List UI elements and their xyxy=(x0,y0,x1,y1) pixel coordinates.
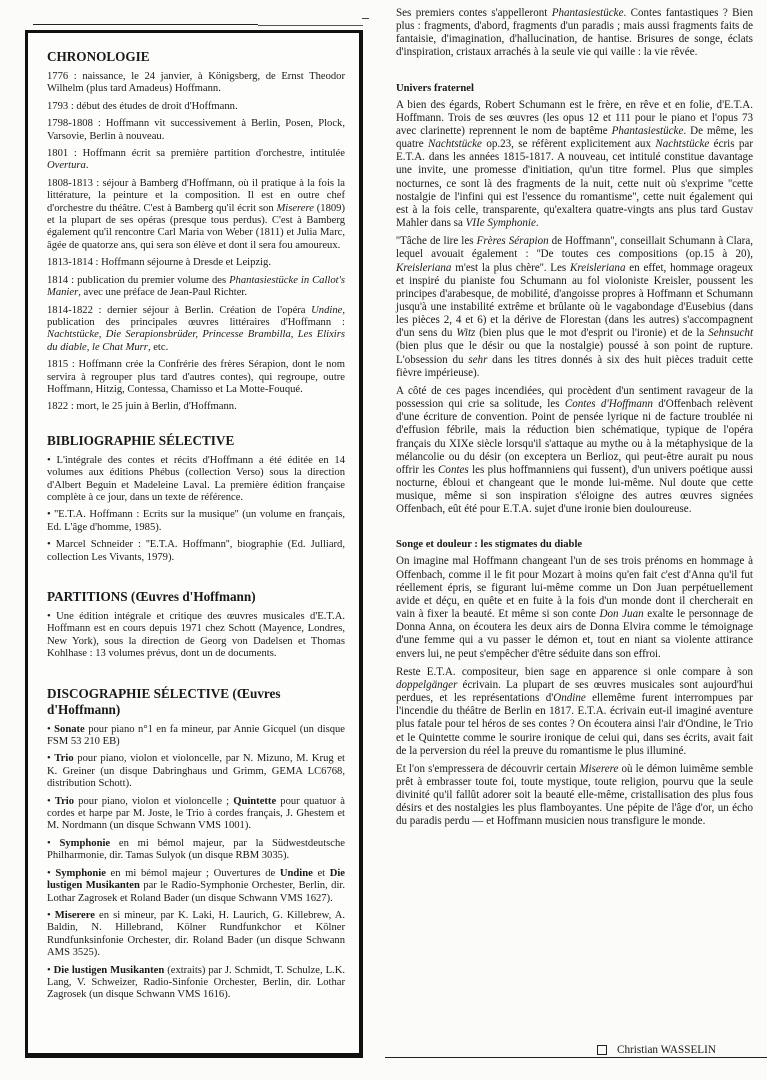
disco-entry: • Symphonie en mi bémol majeur, par la Südwestdeutsche Philharmonie, dir. Tamas Sulyok (un disque RBM 3035). xyxy=(47,837,345,862)
disco-entry: • Sonate pour piano n°1 en fa mineur, par Annie Gicquel (un disque FSM 53 210 EB) xyxy=(47,723,345,748)
paragraph: A côté de ces pages incendiées, qui procèdent d'un sentiment ravageur de la possession qui crie sa solitude, les Contes d'Hoffmann d'Offenbach relèvent d'une écriture de convention. Point de pensée lyrique ni de facture troublée ni d'effusion fébrile, mais la réduction bien schématique, typique de l'opéra français du XIXe siècle lorsqu'il s'attaque au mythe ou à la métaphysique de la mélancolie ou du désir (on exceptera un Berlioz, qui peut-être aurait pu nous offrir les Contes les plus hoffmanniens qui fussent), d'un univers poétique aussi nocturne, ébloui et changeant que le monde lui-même. Nul doute que cette musique, même si son inspiration s'éloigne des autres œuvres signées Offenbach, eût été pour E.T.A. sujet d'une ironie bien douloureuse. xyxy=(396,384,753,516)
author-name: Christian WASSELIN xyxy=(617,1044,716,1056)
signature xyxy=(597,1044,716,1056)
biblio-entry: • Marcel Schneider : ''E.T.A. Hoffmann'', biographie (Ed. Julliard, collection Les Vivants, 1979). xyxy=(47,539,345,563)
end-square-icon xyxy=(597,1045,607,1055)
partitions-entry: • Une édition intégrale et critique des œuvres musicales d'E.T.A. Hoffmann est en cours depuis 1971 chez Schott (Mayence, Londres, New York), sous la direction de Georg von Dadelsen et Thomas Kohlhase : 13 volumes prévus, dont un de documents. xyxy=(47,611,345,660)
chrono-entry: 1814-1822 : dernier séjour à Berlin. Création de l'opéra Undine, publication des principales œuvres littéraires d'Hoffmann : Nachtstücke, Die Serapionsbrüder, Princesse Brambilla, Les Elixirs du diable, le Chat Murr, etc. xyxy=(47,304,345,353)
intro-paragraph: Ses premiers contes s'appelleront Phantasiestücke. Contes fantastiques ? Bien plus : fragments, d'abord, fragments d'un paradis ; mais aussi fragments faits de fantaisie, d'imagination, d'hallucination, de hantise. Brisures de songe, éclats d'inspiration, cristaux arrachés à la seule vie qui vaille : la vie rêvée. xyxy=(396,7,753,59)
bottom-rule xyxy=(385,1057,767,1058)
biblio-entry: • ''E.T.A. Hoffmann : Ecrits sur la musique'' (un volume en français, Ed. L'âge d'homme, 1985). xyxy=(47,509,345,533)
chrono-entry: 1814 : publication du premier volume des Phantasiestücke in Callot's Manier, avec une préface de Jean-Paul Richter. xyxy=(47,274,345,299)
discographie-title: DISCOGRAPHIE SÉLECTIVE (Œuvres d'Hoffmann) xyxy=(47,685,281,717)
disco-entry: • Symphonie en mi bémol majeur ; Ouvertures de Undine et Die lustigen Musikanten par le Radio-Symphonie Orchester, Berlin, dir. Lothar Zagrosek et Roland Bader (un disque Schwann VMS 1627). xyxy=(47,867,345,904)
top-rule xyxy=(258,25,363,26)
chronologie-title: CHRONOLOGIE xyxy=(47,49,150,64)
disco-entry: • Trio pour piano, violon et violoncelle ; Quintette pour quatuor à cordes et harpe par M. Joste, le Trio à cordes français, J. Ghestem et M. Nordmann (un disque Schwann VMS 1001). xyxy=(47,795,345,832)
chrono-entry: 1813-1814 : Hoffmann séjourne à Dresde et Leipzig. xyxy=(47,257,271,269)
disco-entry: • Trio pour piano, violon et violoncelle, par N. Mizuno, M. Krug et K. Greiner (un disque Dabringhaus und Grimm, GEMA LC6768, distribution Schott). xyxy=(47,753,345,790)
paragraph: On imagine mal Hoffmann changeant l'un de ses trois prénoms en hommage à Offenbach, comme il le fit pour Mozart à moins qu'en fait c'est d'Anna qu'il fut réellement épris, se figurant lui-même comme un Don Juan perpétuellement avide et déçu, en quête et en fuite à la fois d'un monde dont il chercherait en vain à fixer la beauté. Et même si son conte Don Juan exalte le personnage de Donna Anna, on écoutera les deux airs de Donna Elvira comme le témoignage d'une femme qui a vu passer le démon et, tout en niant sa violente attirance envers lui, ne peut s'empêcher d'être séduite dans son effroi. xyxy=(396,555,754,660)
section-heading: Univers fraternel xyxy=(396,82,474,94)
partitions-title: PARTITIONS (Œuvres d'Hoffmann) xyxy=(47,589,256,604)
top-rule xyxy=(362,18,369,19)
paragraph: Reste E.T.A. compositeur, bien sage en apparence si onle compare à son doppelgänger écrivain. La plupart de ses œuvres musicales sont aujourd'hui perdues, et les représentations d'Ondine ellemême furent interrompues par l'incendie du théâtre de Berlin en 1817. E.T.A. écrivain eut-il imaginé aventure plus fatale pour tel héros de ses contes ? On écoutera ainsi l'air d'Ondine, le Trio et le Quintette comme le sourire ironique de celui qui, dans ses écrits, avait fait de la perversion du réel la preuve du romantisme le plus illuminé. xyxy=(396,665,753,757)
disco-entry: • Die lustigen Musikanten (extraits) par J. Schmidt, T. Schulze, L.K. Lang, V. Schweizer, Radio-Sinfonie Orchester, Berlin, dir. Lothar Zagrosek (un disque Schwann VMS 1616). xyxy=(47,964,346,1001)
disco-entry: • Miserere en si mineur, par K. Laki, H. Laurich, G. Killebrew, A. Baldin, N. Hillebrand, Kölner Rundfunkchor et Kölner Rundfunksinfonie Orchester, dir. Roland Bader (un disque Schwann AMS 3525). xyxy=(47,909,345,959)
bibliographie-title: BIBLIOGRAPHIE SÉLECTIVE xyxy=(47,432,235,448)
paragraph: A bien des égards, Robert Schumann est le frère, en rêve et en folie, d'E.T.A. Hoffmann. Trois de ses œuvres (les opus 12 et 111 pour le piano et l'opus 73 avec clarinette) reprennent le nom de baptême Phantasiestücke. De même, les quatre Nachtstücke op.23, se réfèrent explicitement aux Nachtstücke écris par E.T.A. dans les années 1815-1817. A nouveau, cet intitulé constitue davantage une invite, une promesse d'initiation, qu'un titre formel. Plus que simples nocturnes, ce sont là des fragments de la nuit, cette nuit où s'exprime ''cette nostalgie de l'infini qui est l'essence du romantisme'', cette nuit également qui est à la fois celle, transparente, qu'exaltera quatre-vingts ans plus tard Gustav Mahler dans sa VIIe Symphonie. xyxy=(396,98,753,230)
chrono-entry: 1798-1808 : Hoffmann vit successivement à Berlin, Posen, Plock, Varsovie, Berlin à nouveau. xyxy=(47,118,345,142)
chrono-entry: 1793 : début des études de droit d'Hoffmann. xyxy=(47,100,238,112)
chrono-entry: 1808-1813 : séjour à Bamberg d'Hoffmann, où il pratique à la fois la littérature, la peinture et la composition. Il est en outre chef d'orchestre du théâtre. C'est à Bamberg qu'il écrit son Miserere (1809) et la plupart de ses opéras (presque tous perdus). C'est à Bamberg également qu'il rencontre Carl Maria von Weber (1811) et Julia Marc, âgée de quatorze ans, qui sera son élève et dont il sera fou amoureux. xyxy=(47,177,345,251)
section-heading: Songe et douleur : les stigmates du diable xyxy=(396,539,583,551)
chrono-entry: 1776 : naissance, le 24 janvier, à Königsberg, de Ernst Theodor Wilhelm (plus tard Amadeus) Hoffmann. xyxy=(47,71,345,95)
top-rule xyxy=(33,24,258,25)
sidebar-box xyxy=(25,30,363,1058)
chrono-entry: 1815 : Hoffmann crée la Confrérie des frères Sérapion, dont le nom servira à regrouper plus tard d'autres contes), qui regroupe, outre Hoffmann, Hitzig, Contessa, Chamisso et La Motte-Fouqué. xyxy=(47,359,345,395)
chrono-entry: 1822 : mort, le 25 juin à Berlin, d'Hoffmann. xyxy=(47,401,237,413)
paragraph: Et l'on s'empressera de découvrir certain Miserere où le démon luimême semble prêt à embrasser toute foi, toute mystique, toute religion, pourvu que la seule divinité qu'il fallût adorer soit la beauté elle-même, cristallisation des plus fous désirs et des nostalgies les plus flamboyantes. Une pépite de l'âge d'or, un écho du paradis perdu — et Hoffmann musicien nous transfigure le monde. xyxy=(396,762,753,828)
biblio-entry: • L'intégrale des contes et récits d'Hoffmann a été éditée en 14 volumes aux éditions Phébus (collection Verso) sous la direction d'Albert Beguin et Madeleine Laval. La première édition française complète à ce jour, dans un texte de référence. xyxy=(47,454,345,503)
chrono-entry: 1801 : Hoffmann écrit sa première partition d'orchestre, intitulée Overtura. xyxy=(47,148,345,172)
paragraph: ''Tâche de lire les Frères Sérapion de Hoffmann'', conseillait Schumann à Clara, lequel avouait également : ''De toutes ces compositions (op.15 à 20), Kreisleriana m'est la plus chère''. Les Kreisleriana en effet, hommage orageux et inspiré du pianiste fou Schumann au fol violoniste Kreisler, poussent les principes d'arabesque, de mobilité, d'angoisse propres à Hoffmann et Schumann jusqu'à une instabilité extrême et brûlante où le vagabondage d'Eusebius (dans les pièces 2, 4 et 6) et la dérive de Florestan (dans les autres) s'accompagnent d'un sens du Witz (bien plus que le mot d'esprit ou l'ironie) et de la Sehnsucht (bien plus que le désir ou que la nostalgie) poussé à son point de rupture. L'obsession du sehr dans les titres donnés à six des huit pièces traduit cette fièvre impérieuse). xyxy=(396,235,754,379)
article-column xyxy=(396,7,753,834)
